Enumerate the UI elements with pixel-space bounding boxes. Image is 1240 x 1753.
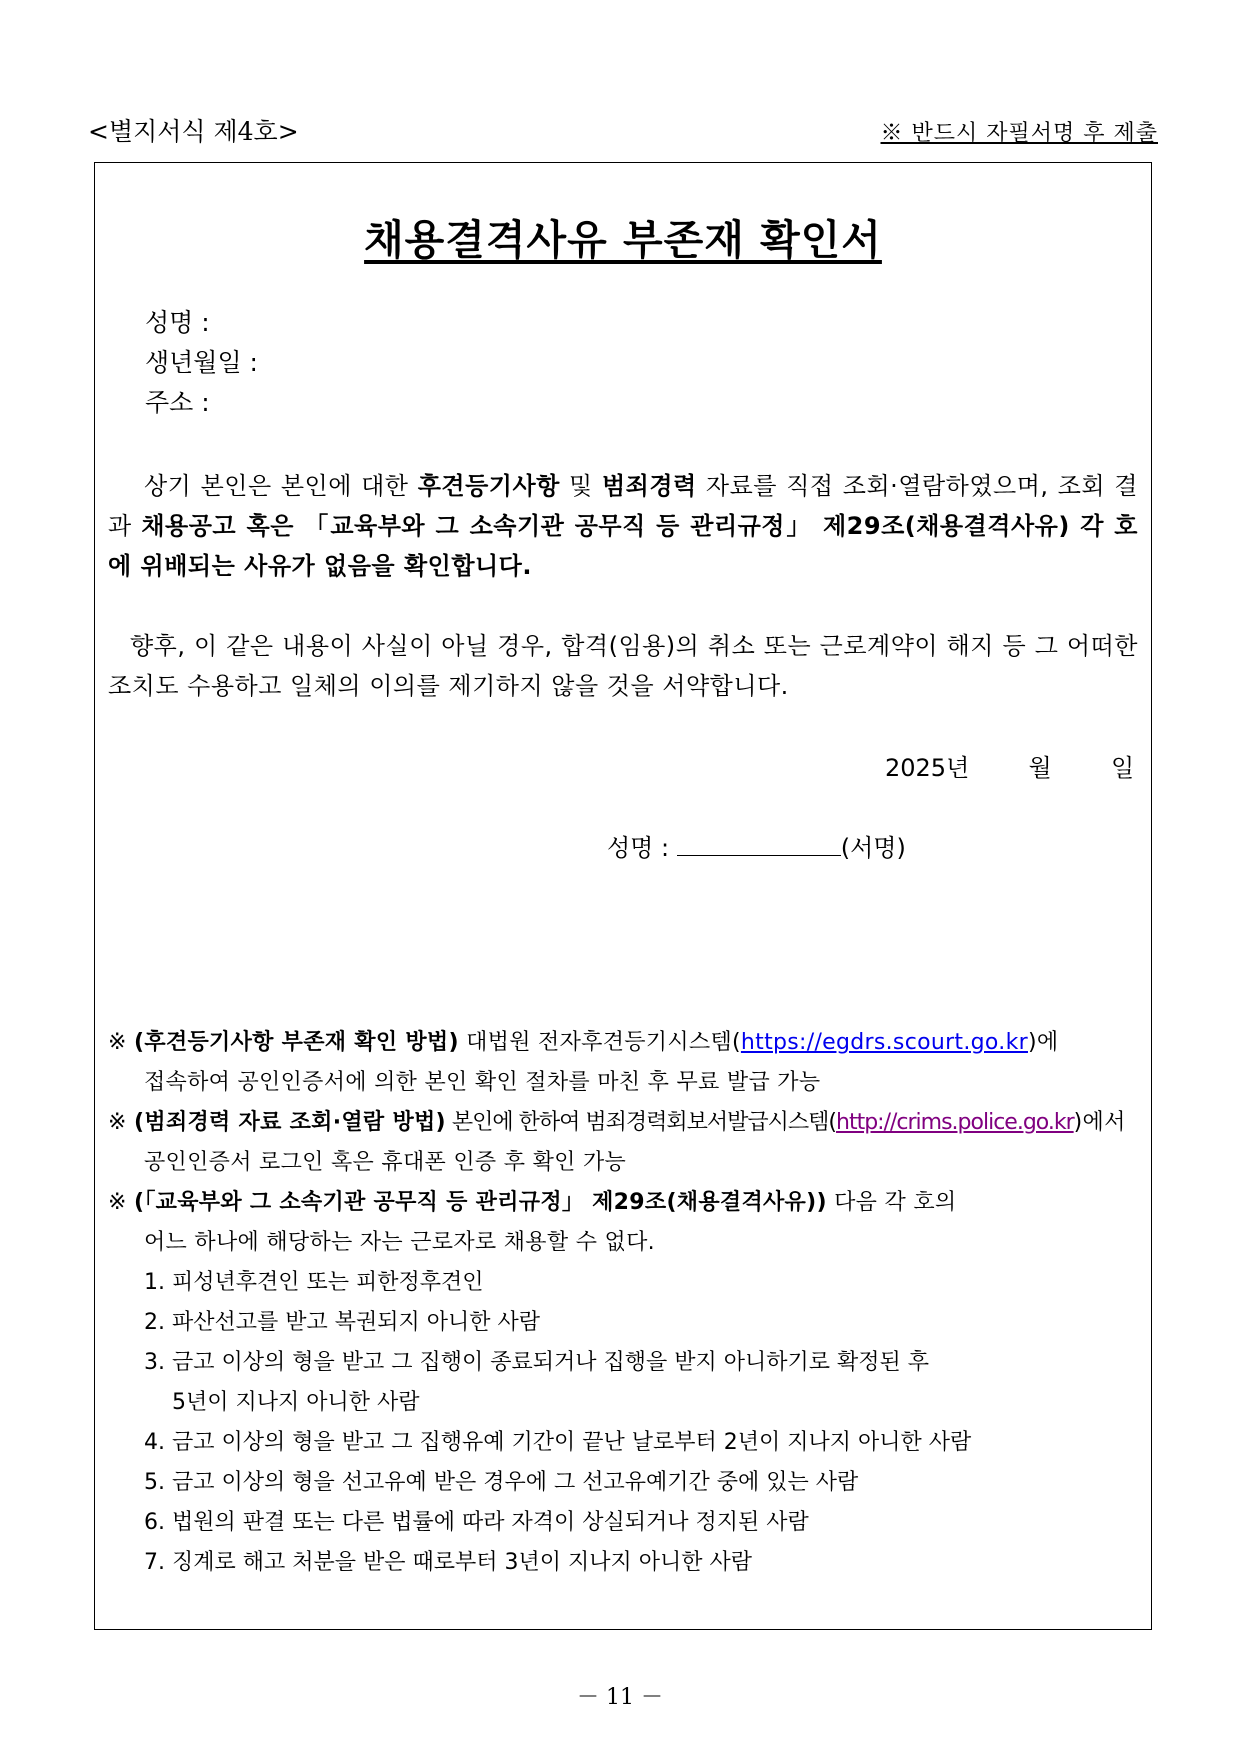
personal-fields [145,303,258,423]
signature-blank[interactable] [677,837,841,856]
egdrs-link[interactable]: https://egdrs.scourt.go.kr [740,1030,1028,1055]
signature-notice: ※ 반드시 자필서명 후 제출 [880,121,1158,146]
signature-suffix: (서명) [840,834,906,862]
list-item: 7. 징계로 해고 처분을 받은 때로부터 3년이 지나지 아니한 사람 [144,1550,752,1575]
date-day: 일 [1111,754,1135,782]
date-line [885,748,1134,783]
list-item: 3. 금고 이상의 형을 받고 그 집행이 종료되거나 집행을 받지 아니하기로 확정된 후 5년이 지나지 아니한 사람 [144,1350,929,1415]
list-item: 2. 파산선고를 받고 복권되지 아니한 사람 [144,1310,540,1335]
name-field-label: 성명 : [145,308,210,337]
form-number: <별지서식 제4호> [88,117,299,146]
page-number: － 11 － [577,1685,663,1710]
pledge-paragraph: 향후, 이 같은 내용이 사실이 아닐 경우, 합격(임용)의 취소 또는 근로계약이 해지 등 그 어떠한 조치도 수용하고 일체의 이의를 제기하지 않을 것을 서약합니다. [108,632,1138,700]
document-title: 채용결격사유 부존재 확인서 [364,216,882,264]
date-year: 2025년 [885,754,970,782]
notes-section [108,1023,1138,1583]
signature-label: 성명 : [607,834,670,862]
list-item: 6. 법원의 판결 또는 다른 법률에 따라 자격이 상실되거나 정지된 사람 [144,1510,809,1535]
disqualification-list [108,1263,1138,1583]
note-regulation: ※ (「교육부와 그 소속기관 공무직 등 관리규정」 제29조(채용결격사유)) 다음 각 호의 어느 하나에 해당하는 자는 근로자로 채용할 수 없다. [108,1190,957,1255]
list-item: 5. 금고 이상의 형을 선고유예 받은 경우에 그 선고유예기간 중에 있는 사람 [144,1470,859,1495]
document-frame [94,162,1152,1630]
signature-line [607,828,906,863]
confirmation-paragraph: 상기 본인은 본인에 대한 후견등기사항 및 범죄경력 자료를 직접 조회·열람하였으며, 조회 결과 채용공고 혹은 「교육부와 그 소속기관 공무직 등 관리규정」 제29조(채용결격사유) 각 호에 위배되는 사유가 없음을 확인합니다. [108,472,1138,580]
note-guardianship: ※ (후견등기사항 부존재 확인 방법) 대법원 전자후견등기시스템(https://egdrs.scourt.go.kr)에 접속하여 공인인증서에 의한 본인 확인 절차를 마친 후 무료 발급 가능 [108,1030,1059,1095]
list-item: 4. 금고 이상의 형을 받고 그 집행유예 기간이 끝난 날로부터 2년이 지나지 아니한 사람 [144,1430,972,1455]
birthdate-field-label: 생년월일 : [145,348,258,377]
date-month: 월 [1028,754,1052,782]
list-item: 1. 피성년후견인 또는 피한정후견인 [144,1270,484,1295]
note-criminal-record: ※ (범죄경력 자료 조회·열람 방법) 본인에 한하여 범죄경력회보서발급시스템(http://crims.police.go.kr)에서 공인인증서 로그인 혹은 휴대폰 인증 후 확인 가능 [108,1110,1126,1175]
address-field-label: 주소 : [145,388,210,417]
crims-link[interactable]: http://crims.police.go.kr [836,1110,1074,1135]
